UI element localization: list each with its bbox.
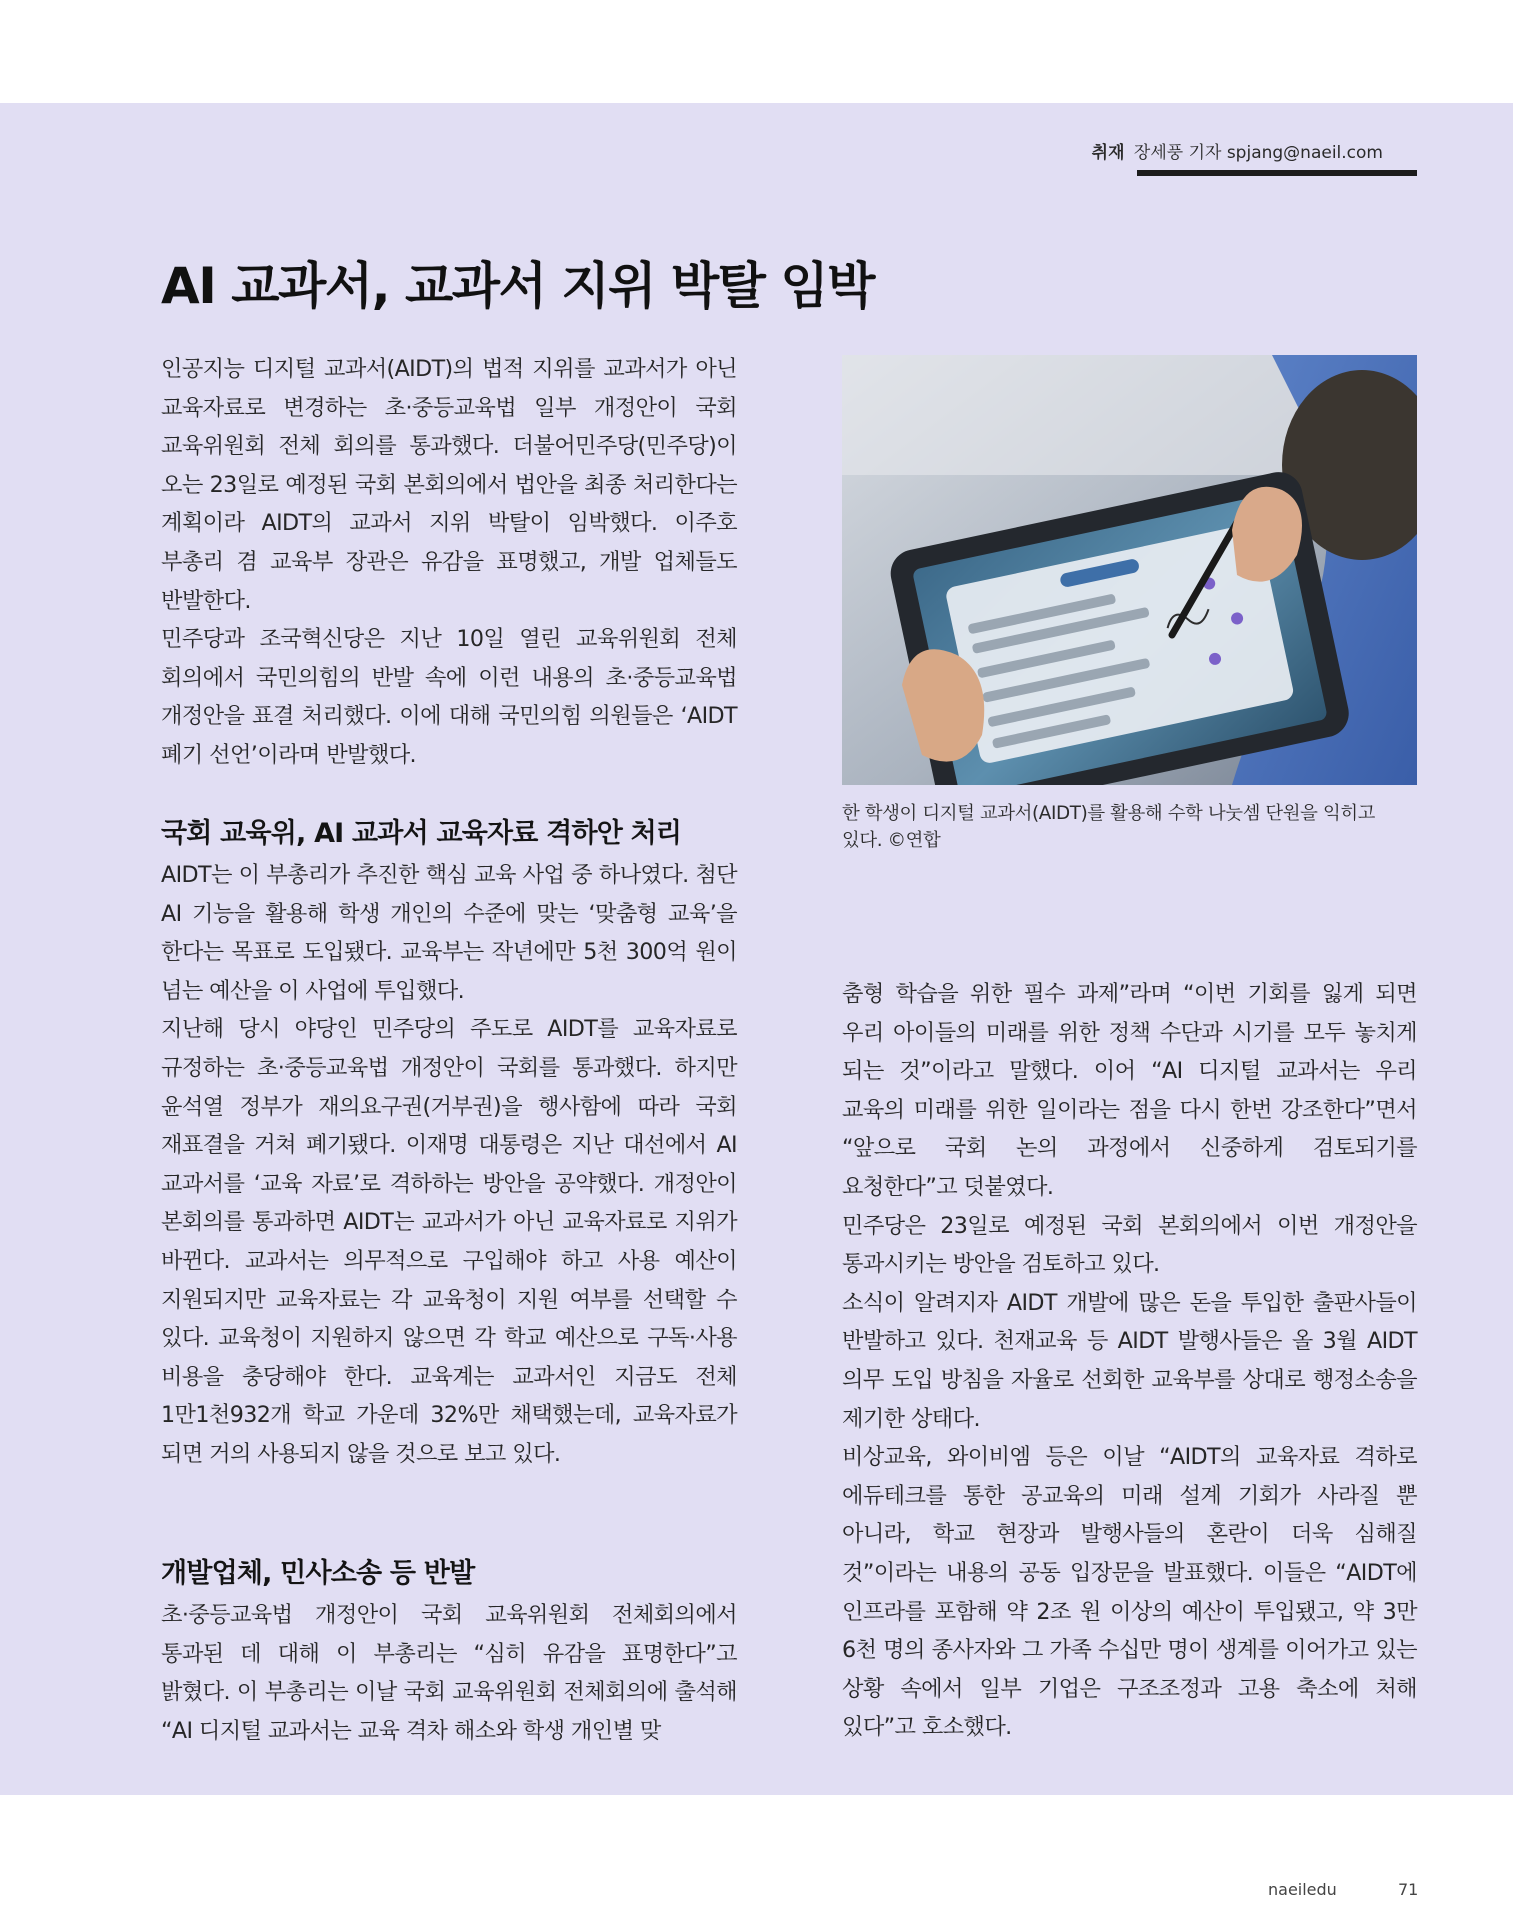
section1-paragraph-2: 지난해 당시 야당인 민주당의 주도로 AIDT를 교육자료로 규정하는 초·중등교육법 개정안이 국회를 통과했다. 하지만 윤석열 정부가 재의요구권(거부권)을 행사함에 따라 국회 재표결을 거쳐 폐기됐다. 이재명 대통령은 지난 대선에서 AI 교과서를 ‘교육 자료’로 격하하는 방안을 공약했다. 개정안이 본회의를 통과하면 AIDT는 교과서가 아닌 교육자료로 지위가 바뀐다. 교과서는 의무적으로 구입해야 하고 사용 예산이 지원되지만 교육자료는 각 교육청이 지원 여부를 선택할 수 있다. 교육청이 지원하지 않으면 각 학교 예산으로 구독·사용 비용을 충당해야 한다. 교육계는 교과서인 지금도 전체 1만1천932개 학교 가운데 32%만 채택했는데, 교육자료가 되면 거의 사용되지 않을 것으로 보고 있다. [161, 1016, 737, 1467]
page-number: 71 [1398, 1880, 1419, 1899]
section1-heading-wrap [161, 815, 761, 853]
right-paragraph-3: 소식이 알려지자 AIDT 개발에 많은 돈을 투입한 출판사들이 반발하고 있다. 천재교육 등 AIDT 발행사들은 올 3월 AIDT 의무 도입 방침을 자율로 선회한 교육부를 상대로 행정소송을 제기한 상태다. [842, 1289, 1417, 1432]
right-column-body [842, 975, 1417, 1747]
byline [1092, 138, 1383, 163]
intro-paragraph-1: 인공지능 디지털 교과서(AIDT)의 법적 지위를 교과서가 아닌 교육자료로 변경하는 초·중등교육법 일부 개정안이 국회 교육위원회 전체 회의를 통과했다. 더불어민주당(민주당)이 오는 23일로 예정된 국회 본회의에서 법안을 최종 처리한다는 계획이라 AIDT의 교과서 지위 박탈이 임박했다. 이주호 부총리 겸 교육부 장관은 유감을 표명했고, 개발 업체들도 반발한다. [161, 356, 737, 614]
footer-brand: naeiledu [1268, 1880, 1337, 1899]
left-column-intro [161, 350, 737, 775]
section2-paragraph-1: 초·중등교육법 개정안이 국회 교육위원회 전체회의에서 통과된 데 대해 이 부총리는 “심히 유감을 표명한다”고 밝혔다. 이 부총리는 이날 국회 교육위원회 전체회의에 출석해 “AI 디지털 교과서는 교육 격차 해소와 학생 개인별 맞 [161, 1602, 737, 1744]
section2-heading-wrap [161, 1555, 761, 1593]
section1-body [161, 856, 737, 1474]
byline-label: 취재 [1091, 143, 1125, 163]
right-paragraph-4: 비상교육, 와이비엠 등은 이날 “AIDT의 교육자료 격하로 에듀테크를 통한 공교육의 미래 설계 기회가 사라질 뿐 아니라, 학교 현장과 발행사들의 혼란이 더욱 심해질 것”이라는 내용의 공동 입장문을 발표했다. 이들은 “AIDT에 인프라를 포함해 약 2조 원 이상의 예산이 투입됐고, 약 3만 6천 명의 종사자와 그 가족 수십만 명이 생계를 이어가고 있는 상황 속에서 일부 기업은 구조조정과 고용 축소에 처해 있다”고 호소했다. [842, 1444, 1417, 1741]
right-paragraph-1: 춤형 학습을 위한 필수 과제”라며 “이번 기회를 잃게 되면 우리 아이들의 미래를 위한 정책 수단과 시기를 모두 놓치게 되는 것”이라고 말했다. 이어 “AI 디지털 교과서는 우리 교육의 미래를 위한 일이라는 점을 다시 한번 강조한다”면서 “앞으로 국회 논의 과정에서 신중하게 검토되기를 요청한다”고 덧붙였다. [842, 981, 1417, 1200]
section2-heading: 개발업체, 민사소송 등 반발 [161, 1558, 475, 1589]
intro-paragraph-2: 민주당과 조국혁신당은 지난 10일 열린 교육위원회 전체 회의에서 국민의힘의 반발 속에 이런 내용의 초·중등교육법 개정안을 표결 처리했다. 이에 대해 국민의힘 의원들은 ‘AIDT 폐기 선언’이라며 반발했다. [161, 626, 737, 768]
section1-paragraph-1: AIDT는 이 부총리가 추진한 핵심 교육 사업 중 하나였다. 첨단 AI 기능을 활용해 학생 개인의 수준에 맞는 ‘맞춤형 교육’을 한다는 목표로 도입됐다. 교육부는 작년에만 5천 300억 원이 넘는 예산을 이 사업에 투입했다. [161, 862, 737, 1004]
right-paragraph-2: 민주당은 23일로 예정된 국회 본회의에서 이번 개정안을 통과시키는 방안을 검토하고 있다. [842, 1212, 1417, 1278]
section2-body [161, 1596, 737, 1750]
photo-caption: 한 학생이 디지털 교과서(AIDT)를 활용해 수학 나눗셈 단원을 익히고 있다. ©연합 [842, 803, 1376, 851]
section1-heading: 국회 교육위, AI 교과서 교육자료 격하안 처리 [161, 818, 682, 849]
article-photo [842, 355, 1417, 785]
byline-reporter: 장세풍 기자 spjang@naeil.com [1133, 143, 1383, 163]
article-headline: AI 교과서, 교과서 지위 박탈 임박 [161, 257, 874, 315]
student-tablet-illustration [842, 355, 1417, 785]
byline-rule [1137, 170, 1417, 176]
